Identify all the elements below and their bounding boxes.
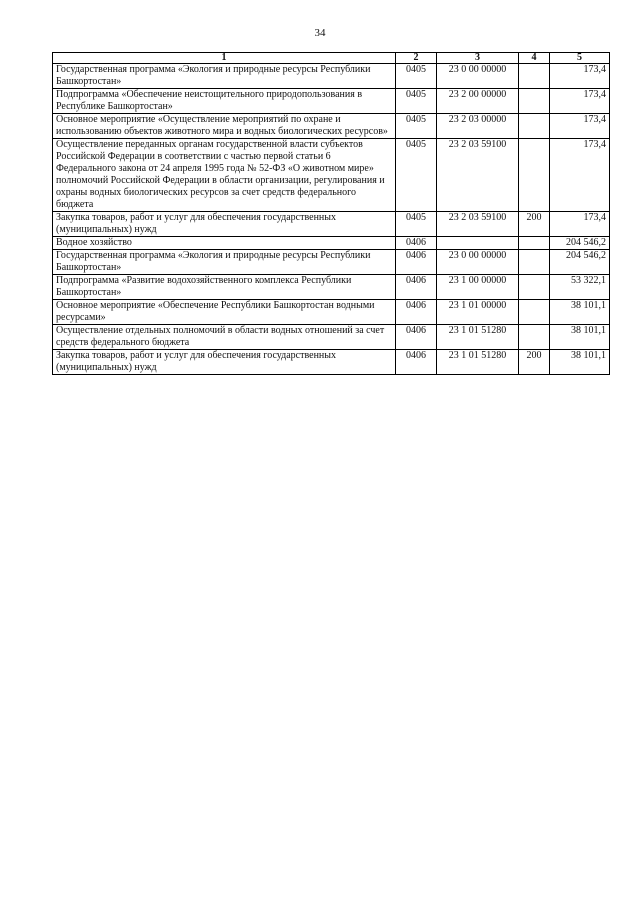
table-row [53,64,610,89]
row-amount: 38 101,1 [550,300,610,325]
row-section-code: 0406 [396,325,437,350]
row-name: Основное мероприятие «Осуществление мероприятий по охране и использованию объектов животного мира и водных биологических ресурсов» [53,114,396,139]
row-target-code [437,237,519,250]
table-row [53,275,610,300]
row-section-code: 0405 [396,64,437,89]
row-section-code: 0406 [396,300,437,325]
row-name: Закупка товаров, работ и услуг для обеспечения государственных (муниципальных) нужд [53,350,396,375]
row-section-code: 0405 [396,139,437,212]
row-name: Осуществление переданных органам государственной власти субъектов Российской Федерации в соответствии с частью первой статьи 6 Федерального закона от 24 апреля 1995 года № 52-ФЗ «О животном мире» полномочий Российской Федерации в области организации, регулирования и охраны водных биологических ресурсов за счет средств федерального бюджета [53,139,396,212]
row-expense-type [519,325,550,350]
budget-table [52,52,610,375]
row-amount: 173,4 [550,64,610,89]
row-expense-type [519,89,550,114]
row-target-code: 23 0 00 00000 [437,250,519,275]
column-header-amount: 5 [550,53,610,64]
table-row [53,325,610,350]
row-amount: 204 546,2 [550,237,610,250]
row-section-code: 0406 [396,350,437,375]
column-header-target: 3 [437,53,519,64]
row-target-code: 23 1 01 51280 [437,325,519,350]
row-target-code: 23 2 00 00000 [437,89,519,114]
row-name: Подпрограмма «Обеспечение неистощительного природопользования в Республике Башкортостан» [53,89,396,114]
row-target-code: 23 1 01 51280 [437,350,519,375]
row-amount: 173,4 [550,139,610,212]
row-amount: 173,4 [550,114,610,139]
row-target-code: 23 1 01 00000 [437,300,519,325]
row-name: Водное хозяйство [53,237,396,250]
row-target-code: 23 2 03 59100 [437,212,519,237]
row-expense-type [519,300,550,325]
row-expense-type: 200 [519,350,550,375]
table-header-row [53,53,610,64]
row-amount: 173,4 [550,89,610,114]
row-expense-type [519,64,550,89]
table-row [53,300,610,325]
row-section-code: 0405 [396,114,437,139]
row-target-code: 23 1 00 00000 [437,275,519,300]
row-section-code: 0406 [396,237,437,250]
row-expense-type [519,250,550,275]
table-row [53,89,610,114]
row-amount: 204 546,2 [550,250,610,275]
row-section-code: 0405 [396,212,437,237]
column-header-section: 2 [396,53,437,64]
row-name: Государственная программа «Экология и природные ресурсы Республики Башкортостан» [53,64,396,89]
row-expense-type: 200 [519,212,550,237]
row-expense-type [519,139,550,212]
table-row [53,237,610,250]
row-amount: 53 322,1 [550,275,610,300]
row-expense-type [519,275,550,300]
table-row [53,250,610,275]
row-section-code: 0406 [396,275,437,300]
row-name: Основное мероприятие «Обеспечение Республики Башкортостан водными ресурсами» [53,300,396,325]
row-name: Закупка товаров, работ и услуг для обеспечения государственных (муниципальных) нужд [53,212,396,237]
table-row [53,212,610,237]
row-name: Государственная программа «Экология и природные ресурсы Республики Башкортостан» [53,250,396,275]
row-target-code: 23 2 03 59100 [437,139,519,212]
column-header-expense: 4 [519,53,550,64]
column-header-name: 1 [53,53,396,64]
row-target-code: 23 2 03 00000 [437,114,519,139]
row-amount: 38 101,1 [550,350,610,375]
row-section-code: 0405 [396,89,437,114]
table-row [53,350,610,375]
row-name: Осуществление отдельных полномочий в области водных отношений за счет средств федерального бюджета [53,325,396,350]
table-row [53,139,610,212]
row-target-code: 23 0 00 00000 [437,64,519,89]
row-amount: 173,4 [550,212,610,237]
row-name: Подпрограмма «Развитие водохозяйственного комплекса Республики Башкортостан» [53,275,396,300]
row-section-code: 0406 [396,250,437,275]
page-number: 34 [314,27,326,39]
row-expense-type [519,114,550,139]
table-row [53,114,610,139]
row-expense-type [519,237,550,250]
row-amount: 38 101,1 [550,325,610,350]
